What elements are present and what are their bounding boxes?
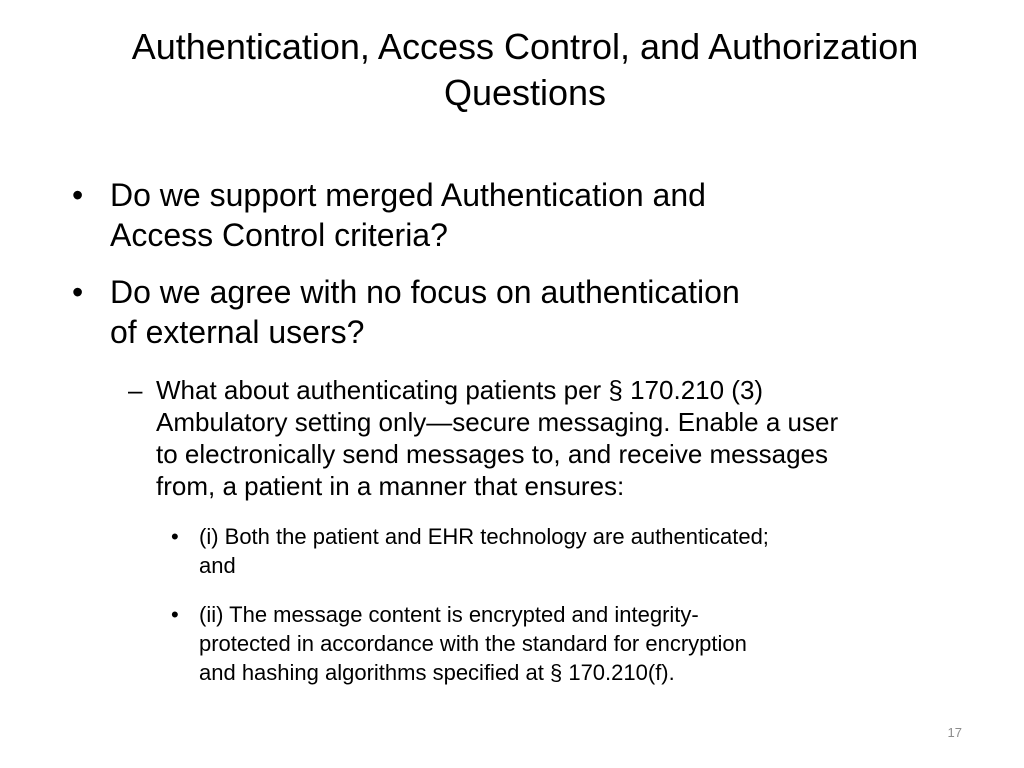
bullet-line: Access Control criteria? [110, 217, 448, 253]
sub-sub-bullet-text [199, 600, 747, 687]
sub-bullet-line: Ambulatory setting only—secure messaging. Enable a user [156, 407, 839, 437]
slide-title-line: Authentication, Access Control, and Authorization [131, 26, 919, 67]
sub-sub-bullet-item [171, 600, 747, 687]
bullet-item [72, 272, 740, 352]
sub-bullet-line: from, a patient in a manner that ensures: [156, 471, 625, 501]
slide-title-line: Questions [443, 72, 607, 113]
page-number: 17 [947, 725, 962, 740]
bullet-marker: • [72, 274, 84, 310]
sub-bullet-line: to electronically send messages to, and receive messages [156, 439, 829, 469]
sub-sub-bullet-line: and [199, 553, 236, 578]
sub-sub-bullet-line: and hashing algorithms specified at § 170.210(f). [199, 660, 675, 685]
bullet-line: of external users? [110, 314, 365, 350]
bullet-item [72, 175, 706, 255]
sub-sub-bullet-item [171, 522, 769, 580]
sub-bullet-text [156, 374, 838, 502]
sub-sub-bullet-line: (i) Both the patient and EHR technology are authenticated; [199, 524, 769, 549]
sub-sub-bullet-line: protected in accordance with the standard for encryption [199, 631, 747, 656]
bullet-text [110, 272, 740, 352]
bullet-marker: • [72, 177, 84, 213]
sub-bullet-line: What about authenticating patients per § 170.210 (3) [156, 375, 764, 405]
sub-bullet-marker: – [128, 375, 143, 405]
sub-sub-bullet-marker: • [171, 524, 179, 549]
sub-sub-bullet-text [199, 522, 769, 580]
sub-sub-bullet-line: (ii) The message content is encrypted and integrity- [199, 602, 699, 627]
bullet-text [110, 175, 706, 255]
sub-bullet-item [128, 374, 838, 502]
sub-sub-bullet-marker: • [171, 602, 179, 627]
bullet-line: Do we support merged Authentication and [110, 177, 706, 213]
bullet-line: Do we agree with no focus on authentication [110, 274, 740, 310]
